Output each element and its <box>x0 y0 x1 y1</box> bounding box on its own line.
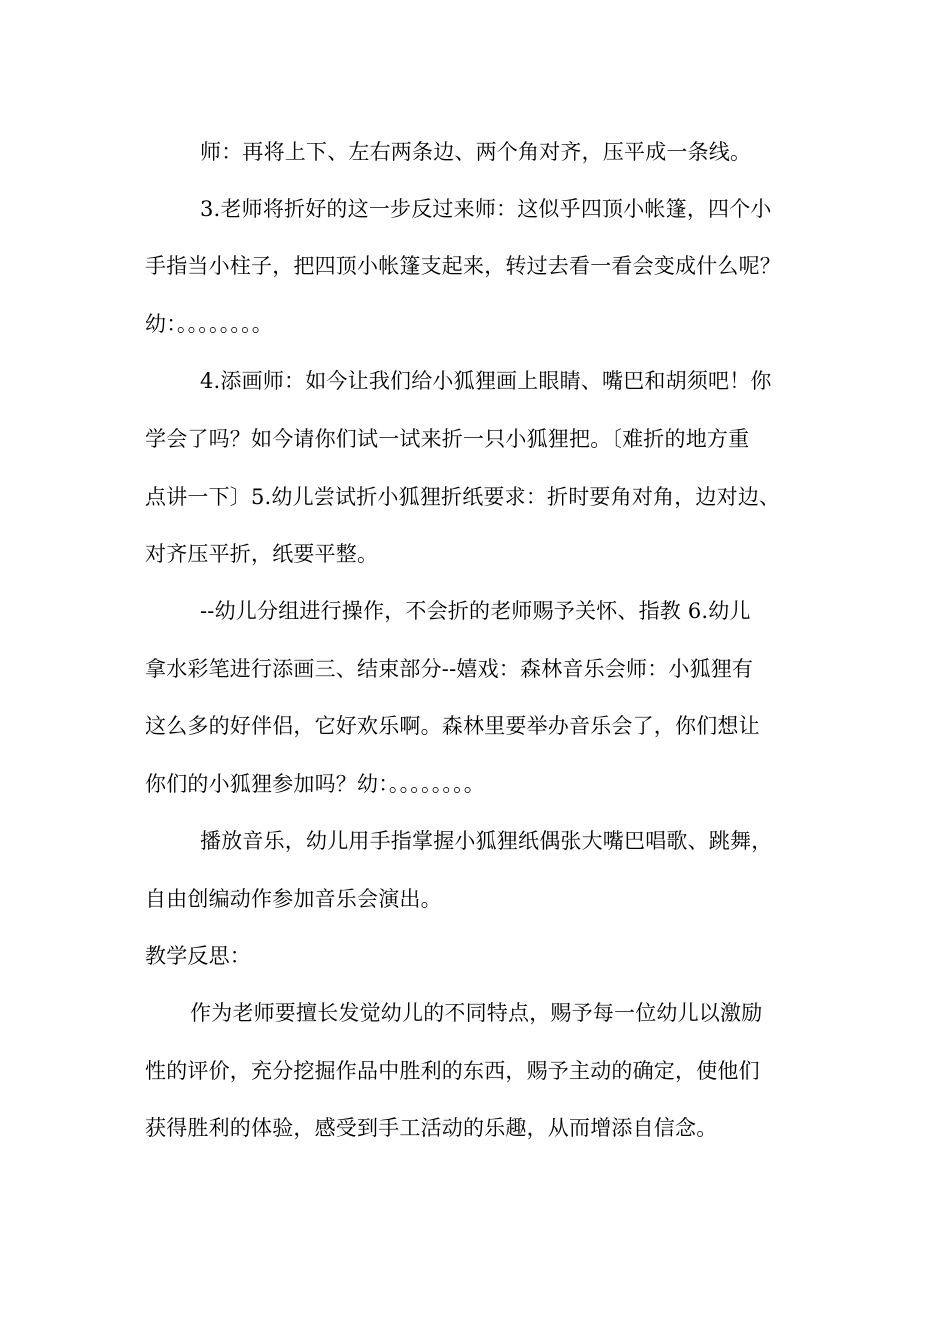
text-line-12: 你们的小狐狸参加吗？幼：。。。。。。。。 <box>145 772 485 796</box>
text-line-4: 幼：。。。。。。。。 <box>145 312 273 336</box>
text-line-1: 师：再将上下、左右两条边、两个角对齐，压平成一条线。 <box>200 140 752 164</box>
text-line-10: 拿水彩笔进行添画三、结束部分--嬉戏：森林音乐会师：小狐狸有 <box>145 657 754 681</box>
section-heading-reflection: 教学反思： <box>145 944 251 968</box>
text-line-17: 性的评价，充分挖掘作品中胜利的东西，赐予主动的确定，使他们 <box>145 1059 760 1083</box>
text-line-14: 自由创编动作参加音乐会演出。 <box>145 887 442 911</box>
text-line-5: 4.添画师：如今让我们给小狐狸画上眼睛、嘴巴和胡须吧！你 <box>200 369 772 393</box>
text-line-16: 作为老师要擅长发觉幼儿的不同特点，赐予每一位幼儿以激励 <box>190 1001 763 1025</box>
text-line-18: 获得胜利的体验，感受到手工活动的乐趣，从而增添自信念。 <box>145 1116 718 1140</box>
text-line-9: --幼儿分组进行操作，不会折的老师赐予关怀、指教 6.幼儿 <box>200 599 751 623</box>
text-line-11: 这么多的好伴侣，它好欢乐啊。森林里要举办音乐会了，你们想让 <box>145 714 760 738</box>
text-line-3: 手指当小柱子，把四顶小帐篷支起来，转过去看一看会变成什么呢？ <box>145 254 781 278</box>
text-line-7: 点讲一下〕5.幼儿尝试折小狐狸折纸要求：折时要角对角，边对边、 <box>145 485 781 509</box>
text-line-8: 对齐压平折，纸要平整。 <box>145 542 379 566</box>
text-line-2: 3.老师将折好的这一步反过来师：这似乎四顶小帐篷，四个小 <box>200 197 772 221</box>
text-line-13: 播放音乐，幼儿用手指掌握小狐狸纸偶张大嘴巴唱歌、跳舞， <box>200 829 773 853</box>
text-line-6: 学会了吗？如今请你们试一试来折一只小狐狸把。〔难折的地方重 <box>145 427 750 451</box>
